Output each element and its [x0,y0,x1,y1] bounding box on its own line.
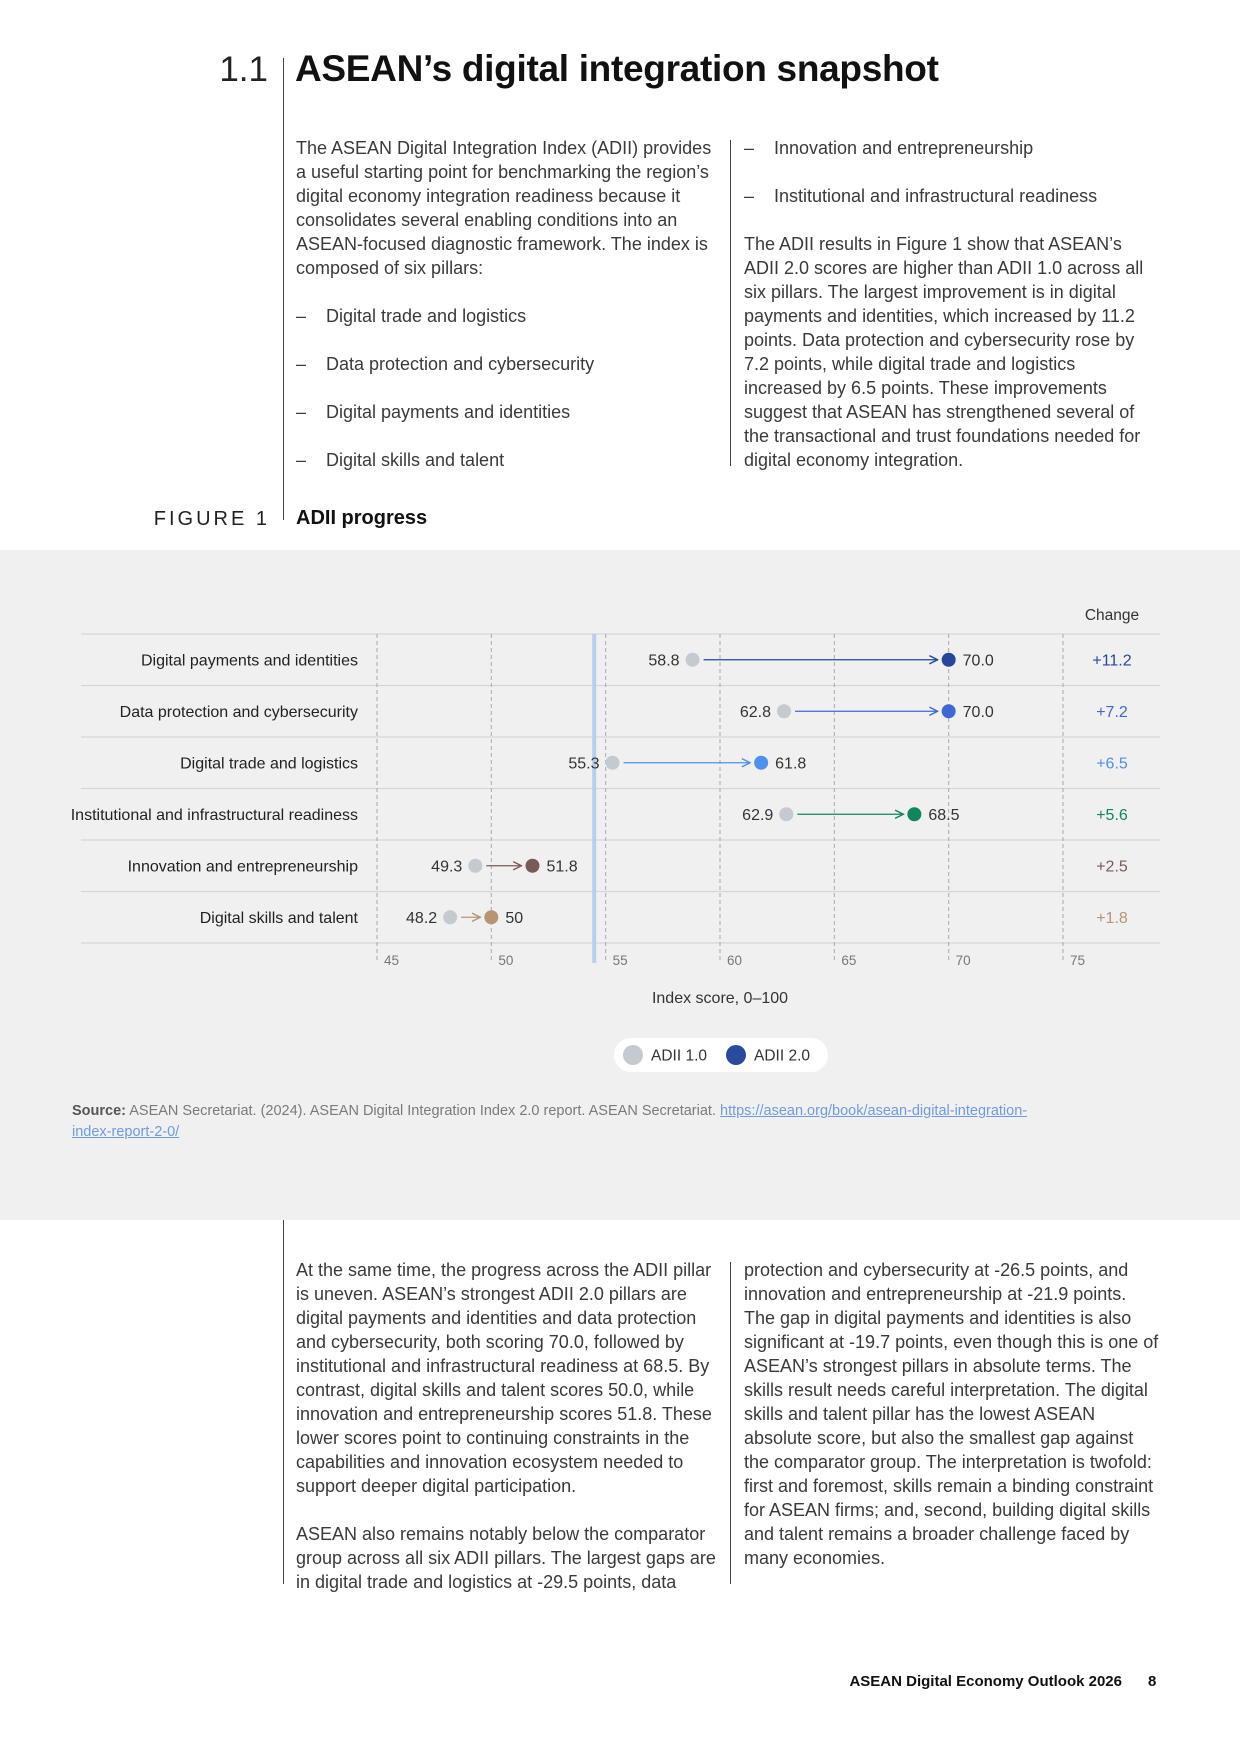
adii1-point [468,859,482,873]
adii-dumbbell-chart [0,550,1240,1110]
adii1-label: 49.3 [431,858,463,876]
change-value: +11.2 [1092,652,1132,670]
section-number: 1.1 [219,50,268,89]
change-value: +5.6 [1096,806,1128,824]
section-divider [283,58,284,520]
adii2-point [525,859,539,873]
source-text: ASEAN Secretariat. (2024). ASEAN Digital Integration Index 2.0 report. ASEAN Secretariat. [129,1103,716,1119]
adii2-label: 70.0 [962,703,994,721]
adii2-label: 61.8 [775,755,807,773]
column-divider [730,140,731,466]
adii2-label: 68.5 [928,806,960,824]
adii1-label: 48.2 [406,909,438,927]
change-header: Change [1084,607,1140,624]
category-label: Digital skills and talent [199,909,358,927]
list-item: – Digital payments and identities [296,400,720,424]
change-value: +1.8 [1096,909,1128,927]
footer-title: ASEAN Digital Economy Outlook 2026 [849,1673,1122,1690]
legend-swatch [726,1045,746,1065]
figure-source [72,1101,1032,1143]
intro-column-1 [296,136,720,496]
x-tick-label: 70 [955,953,971,968]
adii1-point [443,910,457,924]
category-label: Data protection and cybersecurity [119,703,358,721]
adii1-point [606,756,620,770]
source-label: Source: [72,1103,126,1119]
adii2-point [754,756,768,770]
adii2-label: 70.0 [962,652,994,670]
list-item: – Institutional and infrastructural readiness [744,184,1154,208]
adii1-label: 62.8 [739,703,772,721]
body-divider-left [283,1220,284,1584]
x-tick-label: 50 [498,953,514,968]
x-tick-label: 55 [612,953,628,968]
figure-title: ADII progress [296,507,428,529]
category-label: Institutional and infrastructural readiness [70,806,358,824]
figure-label: FIGURE 1 [153,508,270,530]
results-paragraph: The ADII results in Figure 1 show that ASEAN’s ADII 2.0 scores are higher than ADII 1.0 across all six pillars. The largest improvement is in digital payments and identities, which increased by 11.2 points. Data protection and cybersecurity rose by 7.2 points, while digital trade and logistics increased by 6.5 points. These improvements suggest that ASEAN has strengthened several of the transactional and trust foundations needed for digital economy integration. [744,234,1144,470]
body-column-1 [296,1258,720,1618]
body-paragraph: protection and cybersecurity at -26.5 points, and innovation and entrepreneurship at -21.9 points. The gap in digital payments and identities is also significant at -19.7 points, even though this is one of ASEAN’s strongest pillars in absolute terms. The skills result needs careful interpretation. The digital skills and talent pillar has the lowest ASEAN absolute score, but also the smallest gap against the comparator group. The interpretation is twofold: first and foremost, skills remain a binding constraint for ASEAN firms; and, second, building digital skills and talent remains a broader challenge faced by many economies. [744,1260,1159,1568]
category-label: Innovation and entrepreneurship [127,858,358,876]
list-item: – Innovation and entrepreneurship [744,136,1154,160]
body-divider-right [730,1262,731,1584]
x-tick-label: 60 [727,953,743,968]
list-item: – Digital skills and talent [296,448,720,472]
adii1-point [779,807,793,821]
x-tick-label: 65 [841,953,857,968]
intro-paragraph: The ASEAN Digital Integration Index (ADII) provides a useful starting point for benchmarking the region’s digital economy integration readiness because it consolidates several enabling conditions into an ASEAN-focused diagnostic framework. The index is composed of six pillars: [296,138,712,278]
adii1-label: 58.8 [648,652,680,670]
category-label: Digital payments and identities [140,652,358,670]
legend-label: ADII 1.0 [651,1047,707,1065]
adii2-label: 50 [505,909,524,927]
adii1-label: 55.3 [568,755,600,773]
pillar-list-1 [296,304,720,472]
adii2-point [942,704,956,718]
list-item: – Digital trade and logistics [296,304,720,328]
x-axis-label: Index score, 0–100 [651,990,789,1007]
adii2-label: 51.8 [546,858,578,876]
page-number: 8 [1148,1673,1157,1690]
adii1-label: 62.9 [742,806,774,824]
change-value: +7.2 [1096,703,1128,721]
x-tick-label: 75 [1070,953,1086,968]
body-paragraph: ASEAN also remains notably below the comparator group across all six ADII pillars. The largest gaps are in digital trade and logistics at -29.5 points, data [296,1524,716,1592]
pillar-list-2 [744,136,1154,208]
x-tick-label: 45 [384,953,400,968]
category-label: Digital trade and logistics [180,755,358,773]
adii2-point [942,653,956,667]
intro-column-2 [744,136,1154,496]
body-column-2 [744,1258,1160,1594]
adii1-point [686,653,700,667]
legend-swatch [623,1045,643,1065]
source-link[interactable]: https://asean.org/book/asean-digital-integration-index-report-2-0/ [72,1103,1028,1140]
change-value: +6.5 [1096,755,1128,773]
adii1-point [777,704,791,718]
change-value: +2.5 [1096,858,1128,876]
legend-label: ADII 2.0 [754,1047,810,1065]
adii2-point [484,910,498,924]
body-paragraph: At the same time, the progress across the ADII pillar is uneven. ASEAN’s strongest ADII 2.0 pillars are digital payments and identities and data protection and cybersecurity, both scoring 70.0, followed by institutional and infrastructural readiness at 68.5. By contrast, digital skills and talent scores 50.0, while innovation and entrepreneurship scores 51.8. These lower scores point to continuing constraints in the capabilities and innovation ecosystem needed to support deeper digital participation. [296,1260,712,1496]
list-item: – Data protection and cybersecurity [296,352,720,376]
section-title: ASEAN’s digital integration snapshot [295,48,939,89]
adii2-point [907,807,921,821]
